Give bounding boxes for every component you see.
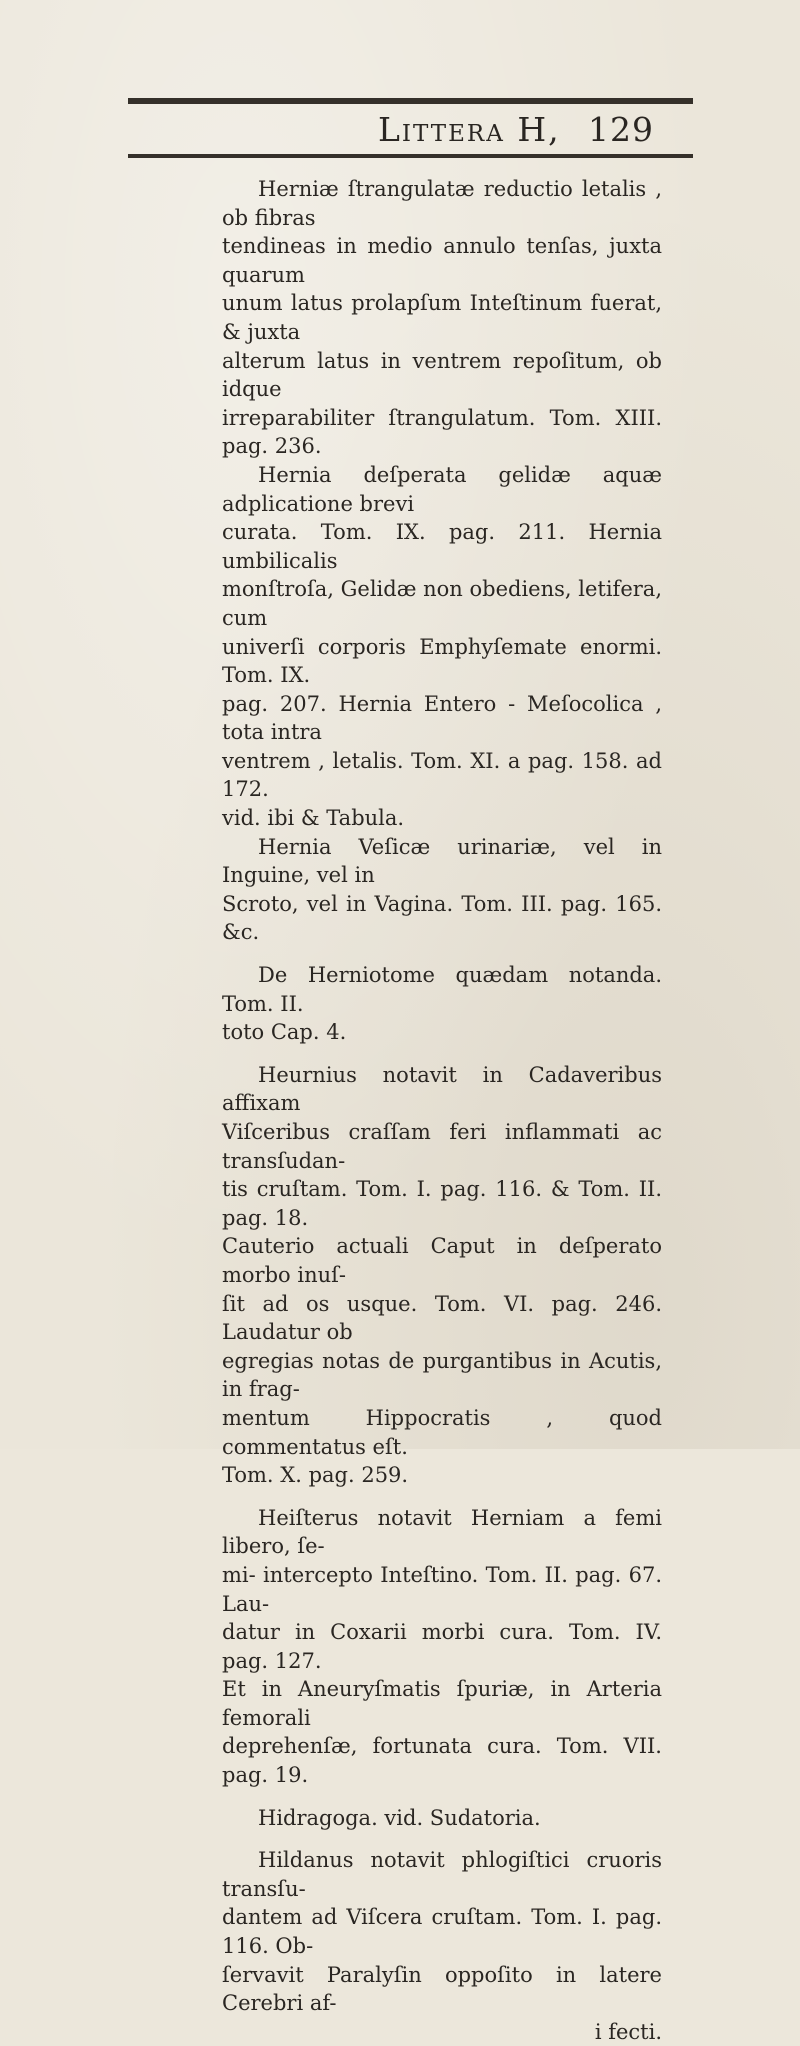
text-line: deprehenſæ, fortunata cura. Tom. VII. pag. 19. <box>222 1734 662 1788</box>
section-title: Littera H, <box>378 110 561 149</box>
entry-hernia-strangulata <box>222 175 662 461</box>
text-line: tis cruſtam. Tom. I. pag. 116. & Tom. II. pag. 18. <box>222 1177 662 1230</box>
text-line: univerſi corporis Emphyſemate enormi. Tom. IX. <box>222 634 662 688</box>
paragraph-gap <box>222 1832 662 1846</box>
text-line: pag. 207. Hernia Entero - Meſocolica , tota intra <box>222 691 662 745</box>
text-line: De Herniotome quædam notanda. Tom. II. <box>222 963 662 1016</box>
text-line: unum latus prolapſum Inteſtinum fuerat, & juxta <box>222 291 662 344</box>
body-text <box>222 175 662 2046</box>
text-line: irreparabiliter ſtrangulatum. Tom. XIII. pag. 236. <box>222 405 662 459</box>
paragraph-gap <box>222 947 662 961</box>
text-line: mentum Hippocratis , quod commentatus eſt. <box>222 1405 662 1459</box>
text-line: Tom. X. pag. 259. <box>222 1463 409 1488</box>
text-line: datur in Coxarii morbi cura. Tom. IV. pag. 127. <box>222 1620 662 1673</box>
text-line: Hidragoga. vid. Sudatoria. <box>258 1805 541 1830</box>
text-line: Hernia Veſicæ urinariæ, vel in Inguine, vel in <box>222 834 662 888</box>
entry-hildanus <box>222 1846 662 2046</box>
text-line: toto Cap. 4. <box>222 1020 347 1045</box>
text-line: alterum latus in ventrem repoſitum, ob idque <box>222 348 662 402</box>
text-line: Cauterio actuali Caput in deſperato morbo inuſ- <box>222 1234 662 1287</box>
text-line: egregias notas de purgantibus in Acutis, in frag- <box>222 1348 662 1402</box>
paragraph-gap <box>222 1047 662 1061</box>
paragraph-gap <box>222 1490 662 1504</box>
text-line: dantem ad Viſcera cruſtam. Tom. I. pag. 116. Ob- <box>222 1905 662 1959</box>
text-line: Heiſterus notavit Herniam a femi libero, ſe- <box>222 1505 662 1559</box>
text-line: ſervavit Paralyſin oppoſito in latere Cerebri af- <box>222 1962 662 2016</box>
text-line: Viſceribus craſſam feri inflammati ac transſudan- <box>222 1120 662 1173</box>
entry-hernia-desperata <box>222 461 662 833</box>
text-line: Heurnius notavit in Cadaveribus affixam <box>222 1062 662 1116</box>
text-line: monſtroſa, Gelidæ non obediens, letifera, cum <box>222 577 662 630</box>
text-line: tendineas in medio annulo tenſas, juxta quarum <box>222 234 662 287</box>
entry-hernia-vesicae <box>222 833 662 947</box>
running-header <box>128 104 693 154</box>
text-line: Scroto, vel in Vagina. Tom. III. pag. 165. &c. <box>222 891 662 945</box>
text-line: Hernia deſperata gelidæ aquæ adplicatione brevi <box>222 462 662 516</box>
entry-herniotome <box>222 961 662 1047</box>
text-line: ſit ad os usque. Tom. VI. pag. 246. Laudatur ob <box>222 1291 662 1345</box>
header-bottom-rule <box>128 154 693 158</box>
text-line: mi- intercepto Inteſtino. Tom. II. pag. 67. Lau- <box>222 1562 662 1616</box>
paragraph-gap <box>222 1790 662 1804</box>
text-line: curata. Tom. IX. pag. 211. Hernia umbilicalis <box>222 520 662 573</box>
entry-heisterus <box>222 1504 662 1790</box>
text-line: ventrem , letalis. Tom. XI. a pag. 158. ad 172. <box>222 748 662 802</box>
text-line: Herniæ ſtrangulatæ reductio letalis , ob fibras <box>222 177 662 230</box>
text-line: i fecti. <box>594 2019 662 2044</box>
page-number: 129 <box>588 110 654 149</box>
entry-hidragoga <box>222 1804 662 1833</box>
text-line: Hildanus notavit phlogiſtici cruoris transſu- <box>222 1848 662 1901</box>
text-line: vid. ibi & Tabula. <box>222 806 405 831</box>
entry-heurnius <box>222 1061 662 1490</box>
text-line: Et in Aneuryſmatis ſpuriæ, in Arteria femorali <box>222 1677 662 1730</box>
